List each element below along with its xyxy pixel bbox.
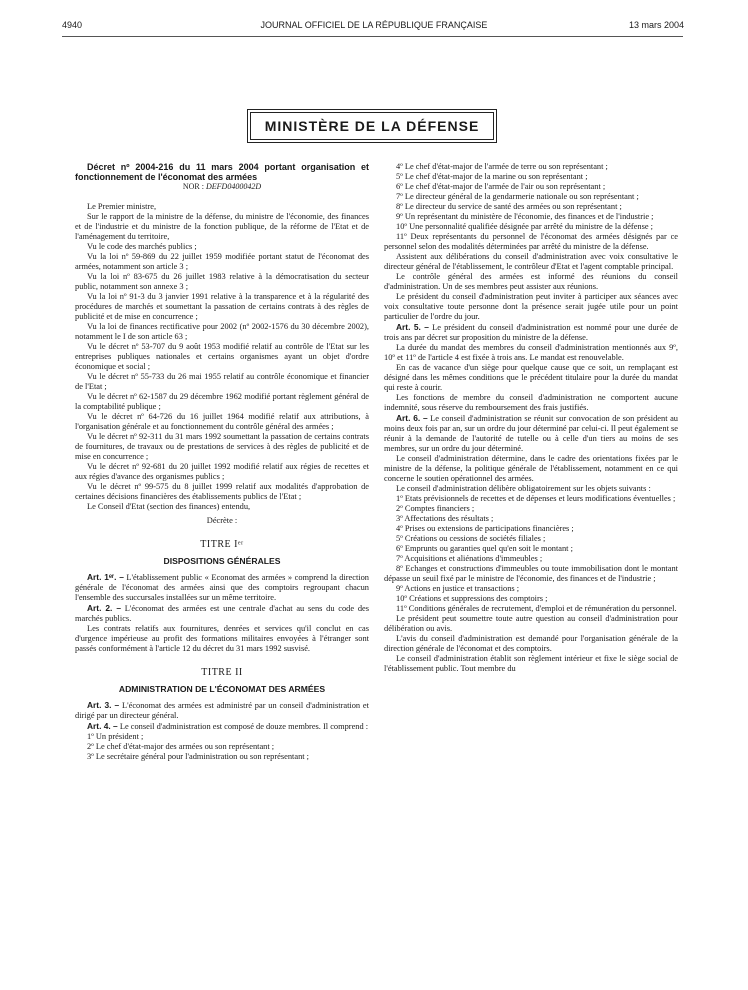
paragraph: Assistent aux délibérations du conseil d'administration avec voix consultative le directeur général de l'établissement, le contrôleur d'Etat et l'agent comptable principal. xyxy=(384,252,678,271)
article-5-label: Art. 5. – xyxy=(396,322,429,332)
paragraph: 2º Comptes financiers ; xyxy=(396,504,475,513)
article-1 xyxy=(75,572,369,603)
visa-paragraph: Vu le code des marchés publics ; xyxy=(87,242,197,251)
visa-paragraph: Vu la loi nº 91-3 du 3 janvier 1991 relative à la transparence et à la régularité des procédures de marchés et soumettant la passation de certains contrats à des règles de publicité et de mise en concurrence ; xyxy=(75,292,369,321)
titre-2-subheading: ADMINISTRATION DE L'ÉCONOMAT DES ARMÉES xyxy=(118,684,326,694)
visa-paragraph: Vu la loi nº 59-869 du 22 juillet 1959 modifiée portant statut de l'économat des armées, notamment son article 3 ; xyxy=(75,252,369,271)
list-item: 1º Un président ; xyxy=(87,732,144,741)
paragraph: Le conseil d'administration détermine, dans le cadre des orientations fixées par le ministre de la défense, la politique générale de l'établissement, notamment en ce qui concerne le soutien opérationnel des armées. xyxy=(384,454,678,483)
paragraph: 6º Emprunts ou garanties quel qu'en soit le montant ; xyxy=(396,544,573,553)
article-5-text: Le président du conseil d'administration est nommé pour une durée de trois ans par décret sur proposition du ministre de la défense. xyxy=(384,323,678,342)
article-3 xyxy=(75,700,369,721)
titre-1-subheading: DISPOSITIONS GÉNÉRALES xyxy=(163,556,281,566)
council-composition xyxy=(384,162,678,322)
paragraph: 11º Deux représentants du personnel de l'économat des armées désignés par ce personnel selon des modalités déterminées par arrêté du ministre de la défense. xyxy=(384,232,678,251)
journal-title: JOURNAL OFFICIEL DE LA RÉPUBLIQUE FRANÇAISE xyxy=(260,20,488,30)
titre-1-heading: TITRE Iᵉʳ xyxy=(200,539,244,550)
paragraph: 9º Actions en justice et transactions ; xyxy=(396,584,520,593)
page-header xyxy=(0,20,748,34)
decree-title: Décret nº 2004-216 du 11 mars 2004 portant organisation et fonctionnement de l'économat des armées xyxy=(75,162,369,182)
ministry-banner: MINISTÈRE DE LA DÉFENSE xyxy=(250,112,494,140)
visa-paragraph: Sur le rapport de la ministre de la défense, du ministre de l'économie, des finances et de l'industrie et du ministre de la fonction publique, de la réforme de l'Etat et de l'aménagement du territoire, xyxy=(75,212,369,241)
article-2-label: Art. 2. – xyxy=(87,603,122,613)
paragraph: 7º Acquisitions et aliénations d'immeubles ; xyxy=(396,554,543,563)
article-4-label: Art. 4. – xyxy=(87,721,118,731)
nor-value: DEFD0400042D xyxy=(206,182,262,191)
paragraph: Le contrôle général des armées est informé des réunions du conseil d'administration. Un de ses membres peut assister aux réunions. xyxy=(384,272,678,291)
visa-paragraph: Vu la loi nº 83-675 du 26 juillet 1983 relative à la démocratisation du secteur public, notamment son annexe 3 ; xyxy=(75,272,369,291)
paragraph: 5º Créations ou cessions de sociétés filiales ; xyxy=(396,534,546,543)
article-6-text: Le conseil d'administration se réunit sur convocation de son président au moins deux fois par an, sur un ordre du jour déterminé par celui-ci. Il peut également se réunir à la demande de l'autorité de tutelle ou à celle d'un tiers au moins de ses membres, sur un ordre du jour déterminé. xyxy=(384,414,678,453)
article-1-label: Art. 1ᵉʳ. – xyxy=(87,572,124,582)
article-2-paragraph: Les contrats relatifs aux fournitures, denrées et services qu'il conclut en cas d'urgence impérieuse au profit des formations militaires envoyées à l'étranger sont passés conformément à l'article 12 du décret du 31 mars 1992 susvisé. xyxy=(75,624,369,653)
issue-date: 13 mars 2004 xyxy=(628,20,684,30)
paragraph: 10º Créations et suppressions des comptoirs ; xyxy=(396,594,548,603)
list-item: 3º Le secrétaire général pour l'administration ou son représentant ; xyxy=(87,752,310,761)
article-2 xyxy=(75,603,369,624)
paragraph: 8º Echanges et constructions d'immeubles ou toute immobilisation dont le montant dépasse un seuil fixé par le ministre de l'économie, des finances et de l'industrie ; xyxy=(384,564,678,583)
deliberation-paragraphs xyxy=(384,454,678,674)
left-column xyxy=(75,162,369,984)
paragraph: 9º Un représentant du ministère de l'économie, des finances et de l'industrie ; xyxy=(396,212,654,221)
titre-2-heading: TITRE II xyxy=(201,667,243,678)
paragraph: 4º Prises ou extensions de participations financières ; xyxy=(396,524,574,533)
paragraph: 11º Conditions générales de recrutement, d'emploi et de rémunération du personnel. xyxy=(396,604,677,613)
article-5 xyxy=(384,322,678,343)
article-4 xyxy=(75,721,369,732)
list-item: 2º Le chef d'état-major des armées ou son représentant ; xyxy=(87,742,275,751)
paragraph: 10º Une personnalité qualifiée désignée par arrêté du ministre de la défense ; xyxy=(396,222,653,231)
visa-paragraph: Le Premier ministre, xyxy=(87,202,157,211)
paragraph: En cas de vacance d'un siège pour quelque cause que ce soit, un remplaçant est désigné dans les mêmes conditions que le précédent titulaire pour la durée du mandat qui reste à courir. xyxy=(384,363,678,392)
visa-paragraph: Vu le décret nº 64-726 du 16 juillet 1964 modifié relatif aux attributions, à l'organisation générale et au fonctionnement du contrôle général des armées ; xyxy=(75,412,369,431)
paragraph: Le conseil d'administration établit son règlement intérieur et fixe le siège social de l'établissement public. Tout membre du xyxy=(384,654,678,673)
visa-paragraph: Vu la loi de finances rectificative pour 2002 (nº 2002-1576 du 30 décembre 2002), notamment le I de son article 63 ; xyxy=(75,322,369,341)
paragraph: L'avis du conseil d'administration est demandé pour l'organisation générale de la direction générale de l'économat et des comptoirs. xyxy=(384,634,678,653)
paragraph: Le président peut soumettre toute autre question au conseil d'administration pour délibération ou avis. xyxy=(384,614,678,633)
visa-paragraph: Vu le décret nº 99-575 du 8 juillet 1999 relatif aux modalités d'approbation de certaines décisions financières des établissements publics de l'Etat ; xyxy=(75,482,369,501)
paragraph: Le conseil d'administration délibère obligatoirement sur les objets suivants : xyxy=(396,484,651,493)
decrete-line: Décrète : xyxy=(206,516,238,525)
paragraph: 8º Le directeur du service de santé des armées ou son représentant ; xyxy=(396,202,622,211)
header-rule xyxy=(62,36,683,37)
article-4-text: Le conseil d'administration est composé de douze membres. Il comprend : xyxy=(117,722,369,731)
nor-label: NOR : xyxy=(182,182,204,191)
paragraph: 4º Le chef d'état-major de l'armée de terre ou son représentant ; xyxy=(396,162,608,171)
article-3-text: L'économat des armées est administré par un conseil d'administration et dirigé par un directeur général. xyxy=(75,701,369,720)
visa-paragraph: Le Conseil d'Etat (section des finances) entendu, xyxy=(87,502,251,511)
paragraph: 6º Le chef d'état-major de l'armée de l'air ou son représentant ; xyxy=(396,182,606,191)
article-1-text: L'établissement public « Economat des armées » comprend la direction générale de l'économat des armées ainsi que des comptoirs regroupant chacun l'ensemble des succursales installées sur un même territoire. xyxy=(75,573,369,602)
paragraph: 1º Etats prévisionnels de recettes et de dépenses et leurs modifications éventuelles ; xyxy=(396,494,676,503)
visa-paragraph: Vu le décret nº 55-733 du 26 mai 1955 relatif au contrôle économique et financier de l'Etat ; xyxy=(75,372,369,391)
article-3-label: Art. 3. – xyxy=(87,700,120,710)
visa-list xyxy=(75,202,369,512)
paragraph: 3º Affectations des résultats ; xyxy=(396,514,494,523)
paragraph: 7º Le directeur général de la gendarmerie nationale ou son représentant ; xyxy=(396,192,639,201)
article-6 xyxy=(384,413,678,454)
paragraph: La durée du mandat des membres du conseil d'administration mentionnés aux 9º, 10º et 11º de l'article 4 est fixée à trois ans. Le mandat est renouvelable. xyxy=(384,343,678,362)
council-member-list xyxy=(75,732,369,762)
right-column xyxy=(384,162,678,984)
visa-paragraph: Vu le décret nº 92-681 du 20 juillet 1992 modifié relatif aux régies de recettes et aux régies d'avance des organismes publics ; xyxy=(75,462,369,481)
article-6-label: Art. 6. – xyxy=(396,413,428,423)
visa-paragraph: Vu le décret nº 62-1587 du 29 décembre 1962 modifié portant règlement général de la comptabilité publique ; xyxy=(75,392,369,411)
article-2-text: L'économat des armées est une centrale d'achat au sens du code des marchés publics. xyxy=(75,604,369,623)
visa-paragraph: Vu le décret nº 53-707 du 9 août 1953 modifié relatif au contrôle de l'Etat sur les entreprises publiques nationales et certains organismes ayant un objet d'ordre économique et social ; xyxy=(75,342,369,371)
paragraph: Le président du conseil d'administration peut inviter à participer aux séances avec voix consultative toute personne dont la présence serait jugée utile pour un point particulier de l'ordre du jour. xyxy=(384,292,678,321)
page-number: 4940 xyxy=(62,20,83,30)
mandate-paragraphs xyxy=(384,343,678,413)
paragraph: 5º Le chef d'état-major de la marine ou son représentant ; xyxy=(396,172,588,181)
paragraph: Les fonctions de membre du conseil d'administration ne comportent aucune indemnité, sous réserve du remboursement des frais justifiés. xyxy=(384,393,678,412)
visa-paragraph: Vu le décret nº 92-311 du 31 mars 1992 soumettant la passation de certains contrats de fournitures, de travaux ou de prestations de services à des règles de publicité et de mise en concurrence ; xyxy=(75,432,369,461)
nor-reference xyxy=(75,182,369,192)
